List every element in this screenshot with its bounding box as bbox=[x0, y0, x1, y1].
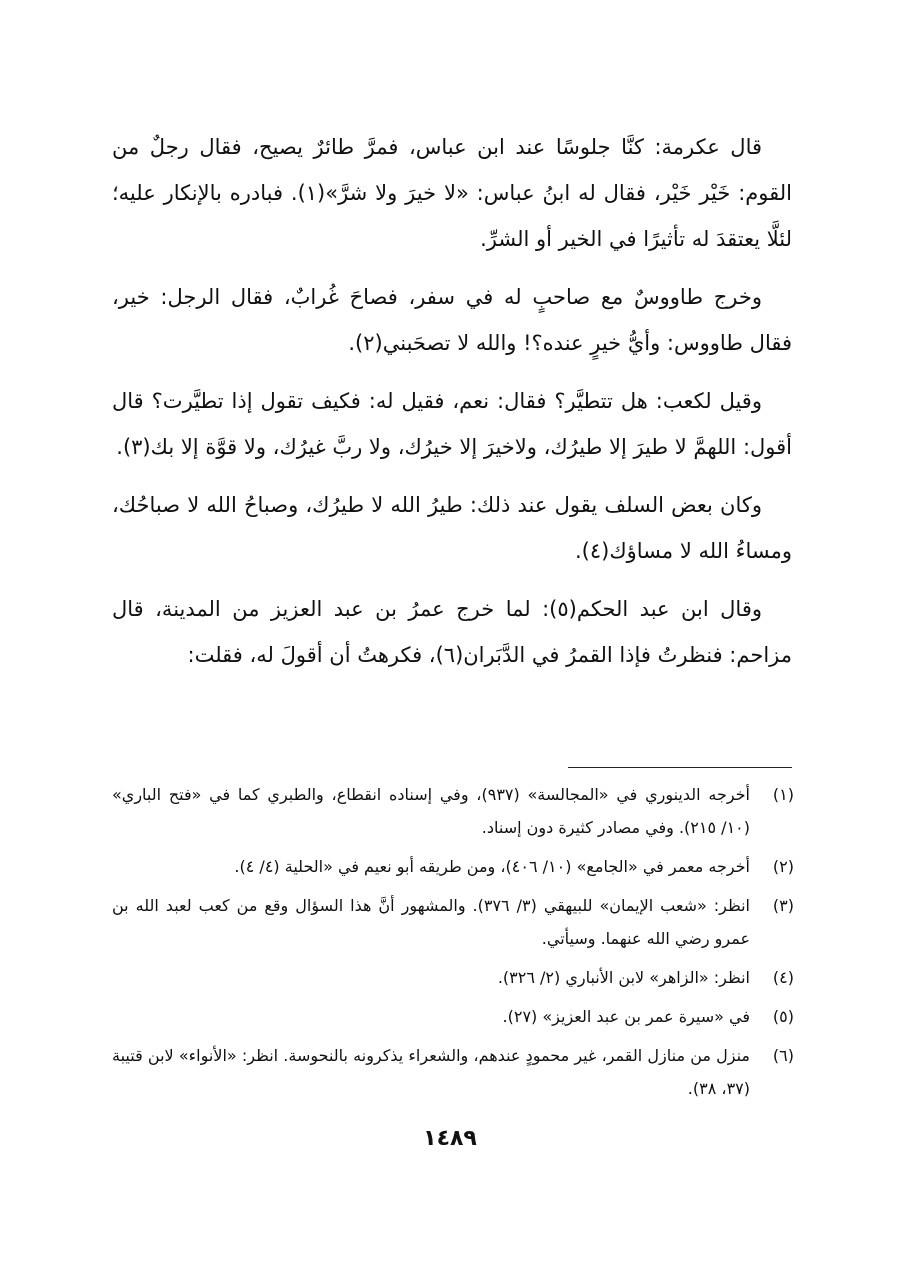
footnote-number: (٥) bbox=[772, 1007, 794, 1026]
paragraph-tawus: وخرج طاووسٌ مع صاحبٍ له في سفر، فصاحَ غُرابٌ، فقال الرجل: خير، فقال طاووس: وأيُّ خيرٍ عنده؟! والله لا تصحَبني(٢). bbox=[112, 285, 792, 355]
footnote-text: انظر: «الزاهر» لابن الأنباري (٢/ ٣٢٦). bbox=[497, 968, 750, 987]
footnote-5 bbox=[112, 1000, 794, 1033]
footnote-text: منزل من منازل القمر، غير محمودٍ عندهم، والشعراء يذكرونه بالنحوسة. انظر: «الأنواء» لابن قتيبة (٣٧، ٣٨). bbox=[112, 1046, 750, 1098]
paragraph-ibn-abd-al-hakam: وقال ابن عبد الحكم(٥): لما خرج عمرُ بن عبد العزيز من المدينة، قال مزاحم: فنظرتُ فإذا القمرُ في الدَّبَران(٦)، فكرهتُ أن أقولَ له، فقلت: bbox=[112, 597, 792, 667]
footnote-number: (١) bbox=[772, 785, 794, 804]
footnote-6 bbox=[112, 1039, 794, 1105]
main-text bbox=[112, 124, 792, 690]
footnote-3 bbox=[112, 889, 794, 955]
footnote-divider bbox=[568, 767, 792, 768]
footnote-number: (٢) bbox=[772, 857, 794, 876]
paragraph-kaab: وقيل لكعب: هل تتطيَّر؟ فقال: نعم، فقيل له: فكيف تقول إذا تطيَّرت؟ قال أقول: اللهمَّ لا طيرَ إلا طيرُك، ولاخيرَ إلا خيرُك، ولا ربَّ غيرُك، ولا قوَّة إلا بك(٣). bbox=[112, 389, 792, 459]
footnote-text: في «سيرة عمر بن عبد العزيز» (٢٧). bbox=[502, 1007, 750, 1026]
footnotes bbox=[112, 778, 794, 1111]
paragraph-salaf: وكان بعض السلف يقول عند ذلك: طيرُ الله لا طيرُك، وصباحُ الله لا صباحُك، ومساءُ الله لا مساؤك(٤). bbox=[112, 493, 792, 563]
footnote-number: (٦) bbox=[772, 1046, 794, 1065]
footnote-text: انظر: «شعب الإيمان» للبيهقي (٣/ ٣٧٦). والمشهور أنَّ هذا السؤال وقع من كعب لعبد الله بن عمرو رضي الله عنهما. وسيأتي. bbox=[112, 896, 750, 948]
footnote-number: (٣) bbox=[772, 896, 794, 915]
footnote-number: (٤) bbox=[772, 968, 794, 987]
footnote-1 bbox=[112, 778, 794, 844]
page-number: ١٤٨٩ bbox=[423, 1126, 477, 1151]
footnote-text: أخرجه الدينوري في «المجالسة» (٩٣٧)، وفي إسناده انقطاع، والطبري كما في «فتح الباري» (١٠/ ٢١٥). وفي مصادر كثيرة دون إسناد. bbox=[112, 785, 750, 837]
footnote-4 bbox=[112, 961, 794, 994]
footnote-text: أخرجه معمر في «الجامع» (١٠/ ٤٠٦)، ومن طريقه أبو نعيم في «الحلية (٤/ ٤). bbox=[234, 857, 750, 876]
paragraph-ikrimah: قال عكرمة: كنَّا جلوسًا عند ابن عباس، فمرَّ طائرٌ يصيح، فقال رجلٌ من القوم: خَيْر خَيْر، فقال له ابنُ عباس: «لا خيرَ ولا شرَّ»(١). فبادره بالإنكار عليه؛ لئلَّا يعتقدَ له تأثيرًا في الخير أو الشرِّ. bbox=[112, 135, 792, 251]
footnote-2 bbox=[112, 850, 794, 883]
